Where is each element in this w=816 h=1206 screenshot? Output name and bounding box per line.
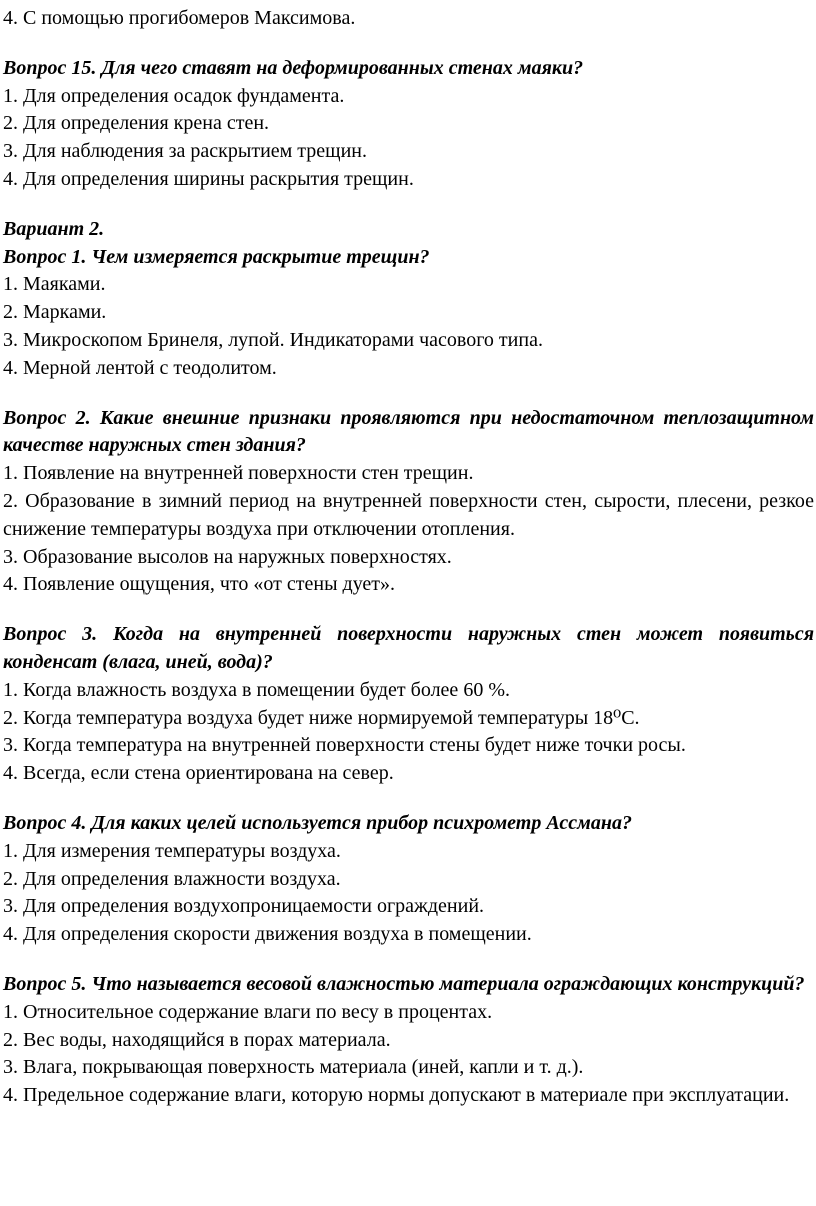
answer-option: 2. Для определения крена стен. — [3, 112, 270, 135]
answer-option: 3. Микроскопом Бринеля, лупой. Индикаторами часового типа. — [3, 328, 543, 351]
variant-heading: Вариант 2. — [3, 217, 105, 240]
answer-option: 4. Для определения скорости движения воздуха в помещении. — [3, 923, 532, 946]
question-title: Вопрос 4. Для каких целей используется прибор психрометр Ассмана? — [3, 811, 632, 834]
answer-option: 4. Для определения ширины раскрытия трещин. — [3, 167, 414, 190]
question-title: Вопрос 5. Что называется весовой влажностью материала ограждающих конструкций? — [3, 972, 805, 995]
answer-option: 4. Мерной лентой с теодолитом. — [3, 356, 277, 379]
question-block-v2-3 — [3, 621, 814, 788]
question-title: Вопрос 2. Какие внешние признаки проявляются при недостаточном теплозащитном качестве наружных стен здания? — [3, 406, 814, 457]
answer-option: 4. Предельное содержание влаги, которую нормы допускают в материале при эксплуатации. — [3, 1084, 790, 1107]
answer-option: 1. Относительное содержание влаги по весу в процентах. — [3, 1000, 493, 1023]
question-block-v2-4 — [3, 810, 814, 949]
orphan-answer-option: 4. С помощью прогибомеров Максимова. — [3, 7, 356, 29]
answer-option: 2. Для определения влажности воздуха. — [3, 867, 341, 890]
question-block-15 — [3, 55, 814, 194]
answer-option: 3. Для наблюдения за раскрытием трещин. — [3, 140, 367, 163]
answer-option: 3. Образование высолов на наружных поверхностях. — [3, 545, 452, 568]
question-title: Вопрос 3. Когда на внутренней поверхности наружных стен может появиться конденсат (влага, иней, вода)? — [3, 623, 814, 673]
answer-option: 2. Марками. — [3, 301, 107, 324]
answer-option: 2. Образование в зимний период на внутренней поверхности стен, сырости, плесени, резкое снижение температуры воздуха при отключении отопления. — [3, 489, 814, 540]
answer-option: 1. Появление на внутренней поверхности стен трещин. — [3, 462, 474, 485]
answer-option: 3. Когда температура на внутренней поверхности стены будет ниже точки росы. — [3, 734, 686, 757]
answer-option: 3. Влага, покрывающая поверхность материала (иней, капли и т. д.). — [3, 1056, 584, 1079]
answer-option: 1. Для определения осадок фундамента. — [3, 84, 345, 107]
answer-option: 2. Когда температура воздуха будет ниже нормируемой температуры 18⁰С. — [3, 706, 640, 729]
answer-option: 2. Вес воды, находящийся в порах материала. — [3, 1028, 391, 1051]
answer-option: 1. Для измерения температуры воздуха. — [3, 839, 341, 862]
answer-option: 1. Когда влажность воздуха в помещении будет более 60 %. — [3, 678, 510, 701]
question-title: Вопрос 15. Для чего ставят на деформированных стенах маяки? — [3, 56, 584, 79]
answer-option: 4. Появление ощущения, что «от стены дует». — [3, 573, 396, 596]
answer-option: 3. Для определения воздухопроницаемости ограждений. — [3, 895, 485, 918]
question-block-v2-2 — [3, 405, 814, 600]
answer-option: 1. Маяками. — [3, 273, 106, 296]
question-title: Вопрос 1. Чем измеряется раскрытие трещин? — [3, 245, 430, 268]
question-block-v2-5 — [3, 971, 814, 1110]
answer-option: 4. Всегда, если стена ориентирована на север. — [3, 762, 394, 785]
question-block-v2-1 — [3, 216, 814, 383]
